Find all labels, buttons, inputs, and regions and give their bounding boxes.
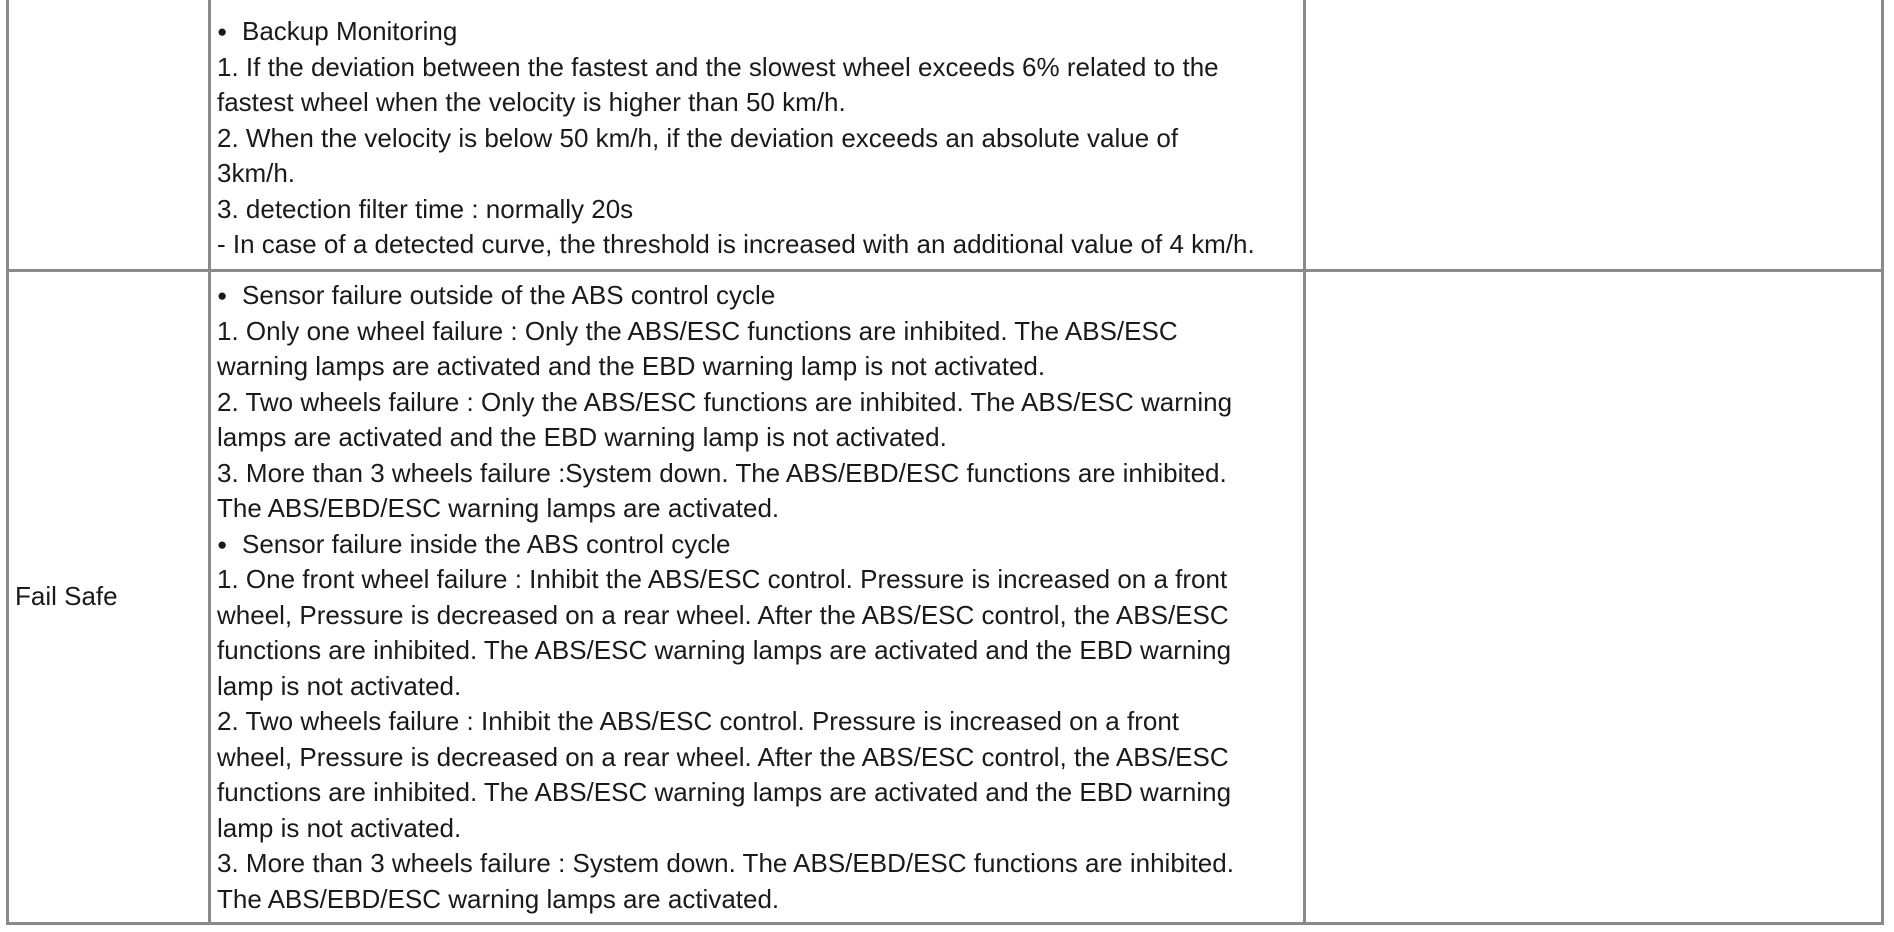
table-left-border	[6, 0, 9, 925]
table-right-border	[1881, 0, 1884, 925]
text-line: fastest wheel when the velocity is higher than 50 km/h.	[217, 87, 846, 117]
empty-cell-row1	[1306, 0, 1881, 269]
fail-safe-description	[217, 278, 1234, 917]
text-line: 3. More than 3 wheels failure : System down. The ABS/EBD/ESC functions are inhibited.	[217, 848, 1234, 878]
text-line: 3. More than 3 wheels failure :System down. The ABS/EBD/ESC functions are inhibited.	[217, 457, 1227, 488]
text-line: 2. Two wheels failure : Only the ABS/ESC functions are inhibited. The ABS/ESC warning	[217, 386, 1233, 417]
bullet-line: ● Sensor failure inside the ABS control cycle	[217, 527, 1234, 563]
table-bottom-border	[6, 922, 1884, 925]
text-line: 1. If the deviation between the fastest and the slowest wheel exceeds 6% related to the	[217, 51, 1219, 82]
text-line: 3km/h.	[217, 158, 296, 188]
text-line: functions are inhibited. The ABS/ESC warning lamps are activated and the EBD warning	[217, 635, 1232, 665]
text-line: - In case of a detected curve, the threshold is increased with an additional value of 4 km/h.	[217, 229, 1255, 259]
row-label-fail-safe: Fail Safe	[15, 581, 118, 611]
text-line: 2. When the velocity is below 50 km/h, if the deviation exceeds an absolute value of	[217, 122, 1179, 153]
bullet-line: ● Backup Monitoring	[217, 14, 1255, 50]
text-line: 2. Two wheels failure : Inhibit the ABS/ESC control. Pressure is increased on a front	[217, 706, 1180, 736]
empty-cell-row2	[1306, 272, 1881, 922]
text-line: wheel, Pressure is decreased on a rear wheel. After the ABS/ESC control, the ABS/ESC	[217, 599, 1229, 630]
text-line: lamps are activated and the EBD warning lamp is not activated.	[217, 422, 947, 452]
text-line: The ABS/EBD/ESC warning lamps are activated.	[217, 493, 780, 523]
text-line: 1. Only one wheel failure : Only the ABS/ESC functions are inhibited. The ABS/ESC	[217, 315, 1178, 346]
text-line: wheel, Pressure is decreased on a rear wheel. After the ABS/ESC control, the ABS/ESC	[217, 741, 1229, 772]
text-line: lamp is not activated.	[217, 812, 462, 843]
column-divider-label	[208, 0, 211, 925]
backup-monitoring-description	[217, 14, 1255, 263]
text-line: warning lamps are activated and the EBD warning lamp is not activated.	[217, 351, 1046, 381]
text-line: The ABS/EBD/ESC warning lamps are activated.	[217, 883, 780, 914]
text-line: 3. detection filter time : normally 20s	[217, 193, 634, 224]
text-line: functions are inhibited. The ABS/ESC warning lamps are activated and the EBD warning	[217, 777, 1232, 807]
text-line: lamp is not activated.	[217, 670, 462, 701]
spec-table	[6, 0, 1884, 925]
bullet-line: ● Sensor failure outside of the ABS control cycle	[217, 278, 1234, 314]
text-line: 1. One front wheel failure : Inhibit the ABS/ESC control. Pressure is increased on a front	[217, 564, 1228, 594]
